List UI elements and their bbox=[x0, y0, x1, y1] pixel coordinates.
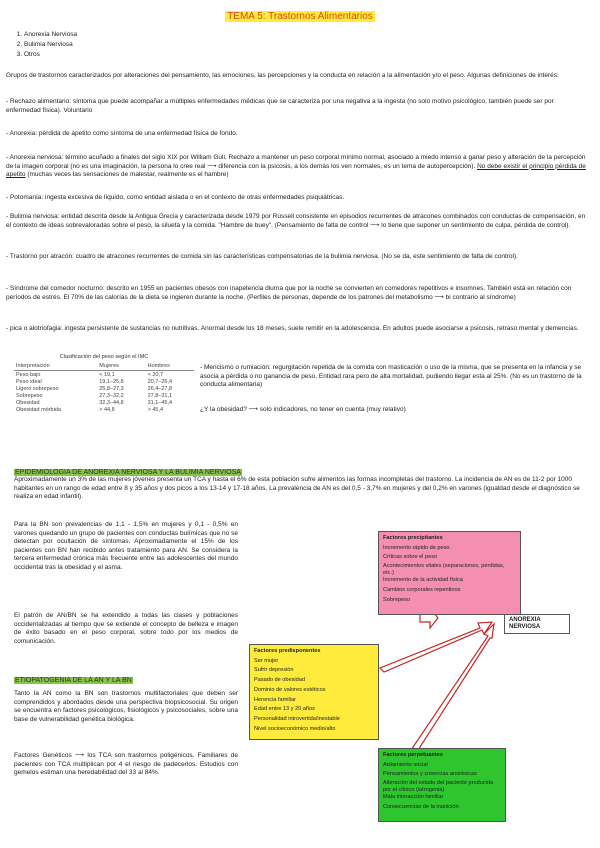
toc-item: 3. Otros bbox=[24, 50, 77, 60]
epidemiology-bn-paragraph: Para la BN son prevalencias de 1,1 - 1,5% en mujeres y 0,1 - 0,5% en varones quedando un grupo de pacientes con conductas bulímicas que no se detectan por ocultación de síntomas. Aproximadamente el 15% de los pacientes con BN han recibido antes tratamiento para AN. Se considera la tercera enfermedad crónica más frecuente entre las adolescentes del mundo occidental tras la obesidad y el asma. bbox=[14, 521, 238, 571]
table-row bbox=[14, 378, 194, 385]
underlined-note: No debe existir el principio pérdida de apetito bbox=[6, 162, 586, 179]
column-header: Hombres bbox=[146, 362, 194, 371]
toc-item: 1. Anorexia Nerviosa bbox=[24, 30, 77, 40]
def-bulimia: - Bulimia nerviosa: entidad descrita desde la Antigua Grecia y caracterizada desde 1979 por Russell consistente en episodios recurrentes de atracones combinados con conductas de compensación, en el contexto de ideas sobrevaloradas sobre el peso, la silueta y la comida. "Hambre de buey". (Pensamiento de falta de control ⟶ lo tiene que suponer un sentimiento de culpa, pérdida de control). bbox=[6, 213, 586, 229]
def-anorexia-nerviosa: - Anorexia nerviosa: término acuñado a finales del siglo XIX por William Gull. Rechazo a mantener un peso corporal mínimo normal, asociado a miedo intenso a ganar peso y alteración de la percepción de la imagen corporal (no es una imaginación, la persona lo cree real ⟶ diferencia con la psicosis, a los demás los ven normales, es un tema de autopercepción). No debe existir el principio pérdida de apetito (muchas veces las sensaciones de malestar, realmente es el hambre) bbox=[6, 154, 586, 179]
table-cell: 20,7–26,4 bbox=[147, 378, 173, 385]
table-cell: Sobrepeso bbox=[16, 392, 43, 399]
anorexia-nerviosa-node: ANOREXIA NERVIOSA bbox=[504, 614, 570, 634]
precipitating-factors-box bbox=[378, 531, 521, 615]
section-heading-epidemiology: EPIDEMIOLOGIA DE ANOREXIA NERVIOSA Y LA BULIMIA NERVIOSA bbox=[15, 469, 241, 476]
table-cell: 26,4–27,8 bbox=[147, 385, 173, 392]
epidemiology-pattern-paragraph: El patrón de AN/BN se ha extendido a todas las clases y poblaciones occidentalizadas al tiempo que se extiende el concepto de belleza e imagen de éxito basado en el peso corporal, sobre todo por los medios de comunicación. bbox=[14, 612, 238, 645]
list-item: Mala interacción familiar bbox=[383, 794, 444, 801]
table-cell: Obesidad mórbida bbox=[16, 406, 61, 413]
bmi-table-caption: Clasificación del peso según el IMC bbox=[59, 354, 149, 360]
def-rechazo: - Rechazo alimentario: síntoma que puede acompañar a múltiples enfermedades médicas que se caracteriza por una negativa a la ingesta (no solo motivo psicológico, también puede ser por enfermedad física). Voluntario bbox=[6, 98, 554, 114]
column-header: Mujeres bbox=[97, 362, 145, 371]
table-cell: 27,8–31,1 bbox=[147, 392, 173, 399]
table-header-row bbox=[14, 362, 194, 371]
arrow-predisponentes bbox=[380, 622, 492, 672]
column-header: Interpretación bbox=[14, 362, 97, 371]
box-title: Factores perpetuantes bbox=[383, 752, 443, 758]
list-item: Aislamiento social bbox=[383, 761, 428, 768]
table-of-contents bbox=[14, 30, 77, 60]
list-item: Dominio de valores estéticos bbox=[254, 686, 326, 693]
genetic-factors-paragraph: Factores Genéticos ⟶ los TCA son trastornos poligénicos. Familiares de pacientes con TCA multiplican por 4 el riesgo de padecerlos. Estudios con gemelos estiman una heredabilidad del 33 al 84%. bbox=[14, 752, 238, 777]
list-item: Nivel socioeconómico medio/alto bbox=[254, 725, 336, 732]
def-anorexia: - Anorexia: pérdida de apetito como síntoma de una enfermedad física de fondo. bbox=[6, 130, 238, 137]
table-cell: < 20,7 bbox=[147, 371, 164, 378]
toc-item: 2. Bulimia Nerviosa bbox=[24, 40, 77, 50]
table-row bbox=[14, 399, 194, 406]
bmi-table bbox=[14, 362, 194, 413]
def-atracon: - Trastorno por atracón: cuadro de atracones recurrentes de comida sin las características compensatorias de la bulimia nerviosa. (No se da, este sentimiento de falta de control). bbox=[6, 253, 518, 260]
list-item: Herencia familiar bbox=[254, 696, 296, 703]
list-item: Cambios corporales repentinos bbox=[383, 586, 461, 593]
list-item: Ser mujer bbox=[254, 657, 279, 664]
predisposing-factors-box bbox=[249, 644, 379, 740]
list-item: Pensamientos y creencias anoréxicas bbox=[383, 771, 477, 778]
intro-paragraph: Grupos de trastornos caracterizados por alteraciones del pensamiento, las emociones, las percepciones y la conducta en relación a la alimentación y/o el peso. Algunas definiciones de interés: bbox=[6, 72, 559, 79]
list-item: Pasado de obesidad bbox=[254, 677, 306, 684]
list-item: Personalidad introvertida/inestable bbox=[254, 715, 340, 722]
table-cell: 31,1–45,4 bbox=[147, 399, 173, 406]
def-pica: - pica o alotriofagia: ingesta persistente de sustancias no nutritivas. Anormal desde los 18 meses, suele remitir en la adolescencia. En adultos puede asociarse a psicosis, retraso mental y demencias. bbox=[6, 325, 579, 332]
bmi-table-block bbox=[14, 354, 194, 413]
def-mericismo: - Mericismo o rumiación: regurgitación repetida de la comida con masticación o uso de la misma, que se presenta en la infancia y se asocia a pérdida o no ganancia de peso. Entidad rara pero de alta mortalidad, pudiendo llegar esta al 25%. (No es un trastorno de la conducta alimentaria) bbox=[200, 364, 582, 389]
table-cell: > 45,4 bbox=[147, 406, 164, 413]
table-row bbox=[14, 406, 194, 413]
list-item: Edad entre 13 y 20 años bbox=[254, 706, 315, 713]
box-title: Factores precipitantes bbox=[383, 535, 443, 541]
list-item: Incremento de la actividad física bbox=[383, 577, 463, 584]
table-cell: 27,3–32,2 bbox=[99, 392, 124, 399]
epidemiology-paragraph: Aproximadamente un 3% de las mujeres jóvenes presenta un TCA y hasta el 6% de esta población sufre alimentos las formas incompletas del trastorno. La incidencia de AN es de 11-2 por 1000 habitantes en un rango de edad entre 8 y 35 años y dos picos a los 13-14 y 17-18 años. La prevalencia de AN es del 0,5 - 3,7% en mujeres y del 0,2% en varones (igualdad desde el diagnóstico se realiza en edad infantil). bbox=[14, 476, 580, 501]
list-item: Alteración del estado del paciente producida por el clínico (iatrogenia) bbox=[383, 780, 494, 793]
table-cell: Ligero sobrepeso bbox=[16, 385, 59, 392]
table-cell: 25,8–27,3 bbox=[99, 385, 124, 392]
table-row bbox=[14, 371, 194, 379]
obesity-note: ¿Y la obesidad? ⟶ solo indicadores, no tener en cuenta (muy relativo) bbox=[200, 406, 406, 413]
table-row bbox=[14, 385, 194, 392]
table-cell: 19,1–25,8 bbox=[99, 378, 124, 385]
table-cell: > 44,8 bbox=[99, 406, 115, 413]
list-item: Acontecimientos vitales (separaciones, pérdidas, etc.) bbox=[383, 563, 505, 576]
table-cell: Peso ideal bbox=[16, 378, 42, 385]
perpetuating-factors-box bbox=[378, 748, 506, 822]
table-cell: Peso bajo bbox=[16, 371, 41, 378]
page-title: TEMA 5: Trastornos Alimentarios bbox=[227, 11, 373, 22]
list-item: Consecuencias de la inanición bbox=[383, 803, 459, 810]
etiopathogenesis-paragraph: Tanto la AN como la BN son trastornos multifactoriales que deben ser comprendidos y abordados desde una perspectiva biopsicosocial. Su origen se encuentra en factores psicológicos, fisiológicos y psicosociales, sobre una base de vulnerabilidad genética biológica. bbox=[14, 690, 238, 723]
list-item: Incremento rápido de peso bbox=[383, 544, 450, 551]
table-cell: < 19,1 bbox=[99, 371, 115, 378]
def-potomania: - Potomanía: ingesta excesiva de líquido, como entidad aislada o en el contexto de otras enfermedades psiquiátricas. bbox=[6, 194, 345, 201]
def-comedor-nocturno: - Síndrome del comedor nocturno: descrito en 1955 en pacientes obesos con inapetencia diurna que por la noche se convierten en comedores repetitivos e insomnes. También está en relación con períodos de estrés. El 70% de las calorías de la dieta se ingieren durante la noche. (Perfiles de personas, depende de los patrones del metabolismo ⟶ bi contrario al síndrome) bbox=[6, 285, 572, 301]
table-cell: 32,3–44,8 bbox=[99, 399, 124, 406]
table-cell: Obesidad bbox=[16, 399, 40, 406]
box-title: Factores predisponentes bbox=[254, 648, 321, 654]
section-heading-etiopathogenesis: ETIOPATOGENIA DE LA AN Y LA BN bbox=[15, 677, 132, 684]
list-item: Críticas sobre el peso bbox=[383, 554, 438, 561]
list-item: Sufrir depresión bbox=[254, 667, 294, 674]
list-item: Sobrepeso bbox=[383, 596, 411, 603]
table-row bbox=[14, 392, 194, 399]
